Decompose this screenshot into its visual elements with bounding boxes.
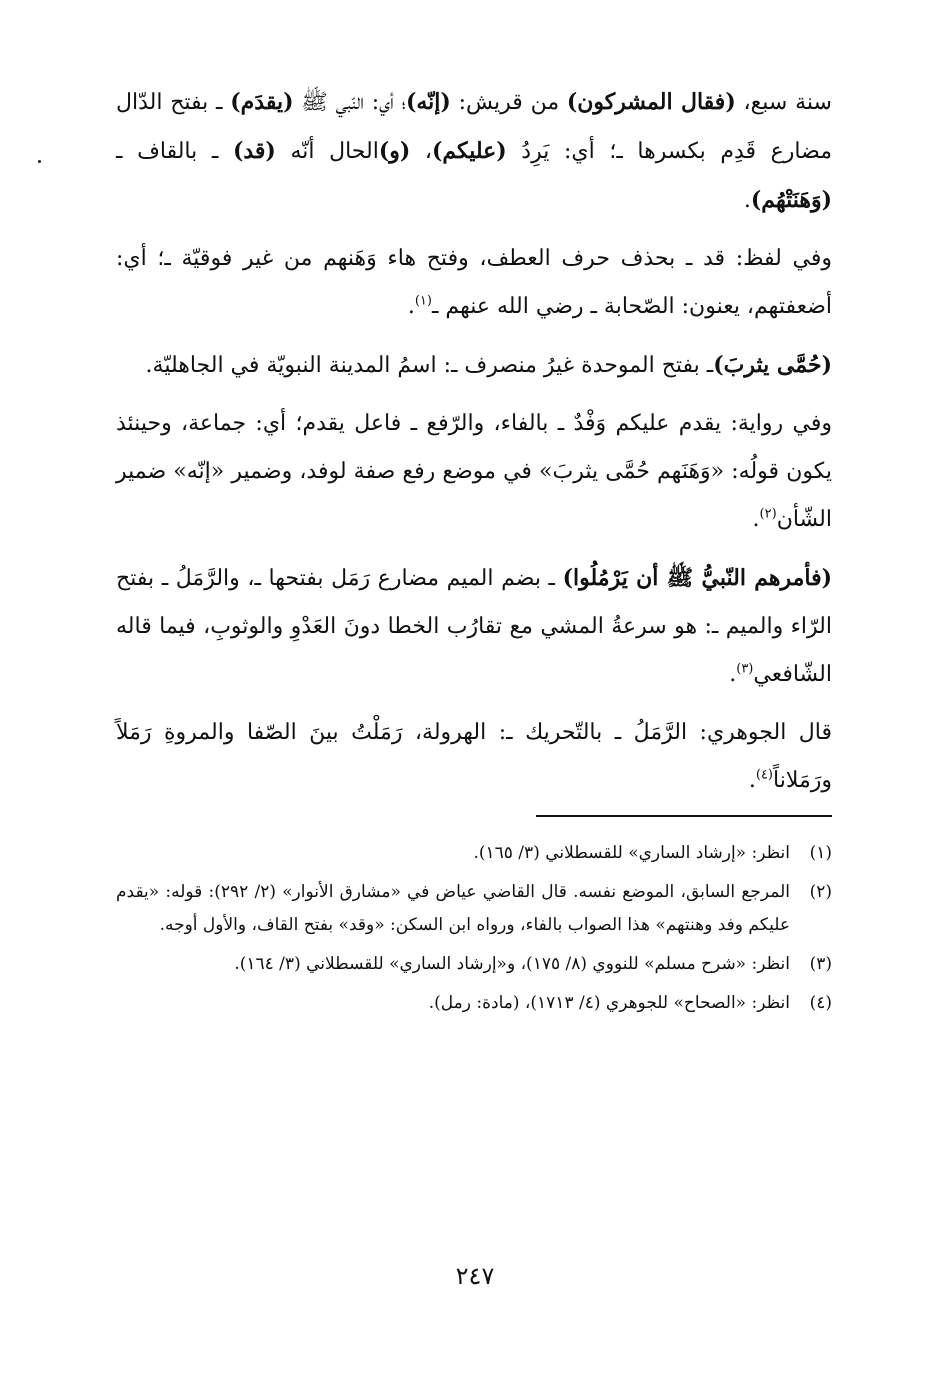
paragraph-text: من قريش: <box>450 90 567 115</box>
footnote-text: انظر: «الصحاح» للجوهري (٤/ ١٧١٣)، (مادة: رمل). <box>428 993 790 1013</box>
paragraph-text: ـ بضم الميم مضارع رَمَل بفتحها ـ، والرَّمَلُ ـ بفتح الرّاء والميم ـ: هو سرعةُ المشي مع تقارُب الخطا دونَ العَدْوِ والوثوبِ، فيما قاله الشّافعي <box>116 566 833 687</box>
paragraph-text: قال الجوهري: الرَّمَلُ ـ بالتّحريك ـ: الهرولة، رَمَلْتُ بينَ الصّفا والمروةِ رَمَلاً ورَمَلاناً <box>116 720 832 793</box>
bold-term: (يقدَم) <box>230 89 294 115</box>
footnote-separator <box>536 815 832 817</box>
paragraph-text: وفي رواية: يقدم عليكم وَفْدٌ ـ بالفاء، والرّفع ـ فاعل يقدم؛ أي: جماعة، وحينئذ يكون قولُه: «وَهَنَهم حُمَّى يثربَ» في موضع رفع صفة لوفد، وضمير «إنّه» ضمير الشّأن <box>116 411 832 532</box>
paragraph-text: وفي لفظ: قد ـ بحذف حرف العطف، وفتح هاء وَهَنهم من غير فوقيّة ـ؛ أي: أضعفتهم، يعنون: الصّحابة ـ رضي الله عنهم ـ <box>116 246 832 319</box>
footnote-number: (١) <box>809 843 832 863</box>
footnote-item <box>116 987 832 1020</box>
footnote-number: (٤) <box>809 993 832 1013</box>
page-number: ٢٤٧ <box>455 1262 495 1290</box>
bold-term: (فأمرهم النّبيُّ ﷺ أن يَرْمُلُوا) <box>562 565 833 591</box>
paragraph-text: . <box>729 662 737 687</box>
paragraph <box>116 235 832 331</box>
footnote-item <box>116 876 832 942</box>
paragraph-text: . <box>407 294 415 319</box>
paragraph <box>116 554 832 699</box>
bold-term: (حُمَّى يثربَ) <box>713 352 832 378</box>
paragraph-text: ـ بفتح الدّال مضارع قَدِم بكسرها ـ؛ أي: يَرِدُ <box>116 90 832 164</box>
footnote-marker: (٣) <box>736 661 754 677</box>
footnote-text: المرجع السابق، الموضع نفسه. قال القاضي عياض في «مشارق الأنوار» (٢/ ٢٩٢): قوله: «يقدم عليكم وفد وهنتهم» هذا الصواب بالفاء، ورواه ابن السكن: «وقد» بفتح القاف، والأول أوجه. <box>116 882 790 935</box>
stray-dot-mark <box>38 160 41 163</box>
paragraph-text: . <box>752 507 760 532</box>
footnote-item <box>116 948 832 981</box>
footnote-marker: (١) <box>414 293 432 309</box>
bold-term: (عليكم) <box>432 138 507 164</box>
paragraph <box>116 709 832 805</box>
paragraph <box>116 78 832 225</box>
paragraph-text: سنة سبع، <box>735 90 832 115</box>
paragraph-text: ؛ أي: النّبي ﷺ <box>293 90 406 115</box>
bold-term: (وَهَنَتْهُم) <box>750 187 832 213</box>
footnote-text: انظر: «إرشاد الساري» للقسطلاني (٣/ ١٦٥). <box>473 843 790 863</box>
paragraph-text: ـ بالقاف ـ <box>116 139 233 164</box>
bold-term: (إنّه) <box>405 89 451 115</box>
footnote-marker: (٤) <box>755 767 773 783</box>
paragraph-text: الحال أنّه <box>275 139 379 164</box>
bold-term: (قد) <box>232 138 276 164</box>
paragraph-text: ـ بفتح الموحدة غيرُ منصرف ـ: اسمُ المدينة النبويّة في الجاهليّة. <box>145 353 714 378</box>
paragraph-text: . <box>748 768 756 793</box>
bold-term: (و) <box>378 138 411 164</box>
paragraph-text: ، <box>410 139 432 164</box>
footnote-number: (٢) <box>809 882 832 902</box>
footnote-text: انظر: «شرح مسلم» للنووي (٨/ ١٧٥)، و«إرشاد الساري» للقسطلاني (٣/ ١٦٤). <box>234 954 790 974</box>
main-text <box>116 78 832 805</box>
paragraph-text: . <box>743 188 751 213</box>
page-body <box>116 78 832 1026</box>
footnote-marker: (٢) <box>759 506 777 522</box>
footnotes <box>116 837 832 1020</box>
bold-term: (فقال المشركون) <box>566 89 736 115</box>
footnote-item <box>116 837 832 870</box>
paragraph <box>116 341 832 390</box>
paragraph <box>116 400 832 544</box>
footnote-number: (٣) <box>809 954 832 974</box>
